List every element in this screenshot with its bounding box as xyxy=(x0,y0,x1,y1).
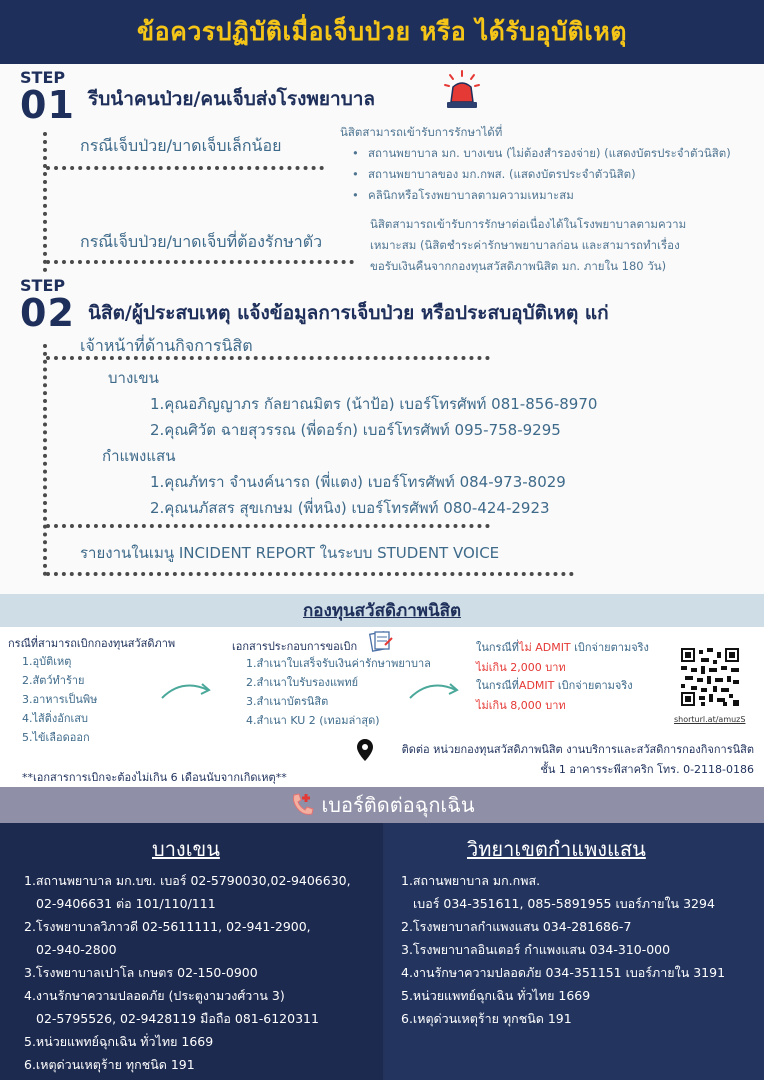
step2-number: 02 xyxy=(20,291,75,335)
emergency-right-list xyxy=(401,869,725,1030)
serious-note-line: ขอรับเงินคืนจากกองทุนสวัสดิภาพนิสิต มก. ภายใน 180 วัน) xyxy=(370,259,667,273)
emergency-left-title: บางเขน xyxy=(152,837,220,861)
step2-timeline xyxy=(43,344,47,576)
emergency-item: 02-9406631 ต่อ 101/110/111 xyxy=(36,896,216,911)
emergency-title-bar xyxy=(0,787,764,823)
no-admit-limit: ไม่เกิน 2,000 บาท xyxy=(476,661,566,674)
no-admit-key: ไม่ ADMIT xyxy=(518,641,571,654)
fund-title-bar xyxy=(0,594,764,627)
emergency-title: เบอร์ติดต่อฉุกเฉิน xyxy=(321,793,475,817)
contact-item: 2.คุณศิวัต ฉายสุวรรณ (พี่ดอร์ก) เบอร์โทรศัพท์ 095-758-9295 xyxy=(150,421,561,439)
step1-tag xyxy=(20,68,75,127)
case-minor: กรณีเจ็บป่วย/บาดเจ็บเล็กน้อย xyxy=(80,136,282,155)
no-admit-rule xyxy=(476,638,649,678)
fund-contact-line: ชั้น 1 อาคารระพีสาคริก โทร. 0-2118-0186 xyxy=(540,763,754,776)
step2-tag xyxy=(20,276,75,335)
admit-key: ADMIT xyxy=(518,679,555,692)
campus-kamphaengsaen: กำแพงแสน xyxy=(102,447,176,465)
contact-item: 1.คุณอภิญญาภร กัลยาณมิตร (น้าป้อ) เบอร์โทรศัพท์ 081-856-8970 xyxy=(150,395,598,413)
fund-case-item: 3.อาหารเป็นพิษ xyxy=(22,693,98,706)
fund-title: กองทุนสวัสดิภาพนิสิต xyxy=(303,601,461,621)
emergency-item: 4.งานรักษาความปลอดภัย 034-351151 เบอร์ภายใน 3191 xyxy=(401,965,726,980)
divider-dots xyxy=(46,260,354,264)
location-pin-icon xyxy=(356,738,374,762)
admit-pre: ในกรณีที่ xyxy=(476,679,519,692)
emergency-item: 2.โรงพยาบาลวิภาวดี 02-5611111, 02-941-2900, xyxy=(24,919,311,934)
fund-footnote: **เอกสารการเบิกจะต้องไม่เกิน 6 เดือนนับจากเกิดเหตุ** xyxy=(22,771,287,784)
page-title: ข้อควรปฏิบัติเมื่อเจ็บป่วย หรือ ได้รับอุบัติเหตุ xyxy=(136,17,628,46)
fund-doc-item: 3.สำเนาบัตรนิสิต xyxy=(246,695,329,708)
minor-item: • สถานพยาบาล มก. บางเขน (ไม่ต้องสำรองจ่าย) (แสดงบัตรประจำตัวนิสิต) xyxy=(368,143,760,164)
emergency-item: 5.หน่วยแพทย์ฉุกเฉิน ทั่วไทย 1669 xyxy=(24,1034,214,1049)
minor-note-title: นิสิตสามารถเข้ารับการรักษาได้ที่ xyxy=(340,125,503,139)
campus-bangkhen: บางเขน xyxy=(108,369,159,387)
siren-icon xyxy=(442,70,482,110)
qr-url[interactable]: shorturl.at/amuzS xyxy=(674,715,746,724)
contact-item: 1.คุณภัทรา จำนงค์นารถ (พี่แตง) เบอร์โทรศัพท์ 084-973-8029 xyxy=(150,473,566,491)
arrow-right-icon xyxy=(406,680,462,704)
step2-title: นิสิต/ผู้ประสบเหตุ แจ้งข้อมูลการเจ็บป่วย หรือประสบอุบัติเหตุ แก่ xyxy=(88,302,609,324)
fund-cases-list xyxy=(22,652,97,747)
fund-case-item: 5.ไข้เลือดออก xyxy=(22,731,90,744)
header-banner xyxy=(0,0,764,64)
admit-rule xyxy=(476,676,633,716)
step1-title: รีบนำคนป่วย/คนเจ็บส่งโรงพยาบาล xyxy=(88,88,376,110)
divider-dots xyxy=(46,524,490,528)
phone-icon xyxy=(289,791,317,819)
minor-item: • สถานพยาบาลของ มก.กพส. (แสดงบัตรประจำตัวนิสิต) xyxy=(368,164,760,185)
case-serious: กรณีเจ็บป่วย/บาดเจ็บที่ต้องรักษาตัว xyxy=(80,232,323,251)
fund-cases-title: กรณีที่สามารถเบิกกองทุนสวัสดิภาพ xyxy=(8,637,176,650)
emergency-item: 2.โรงพยาบาลกำแพงแสน 034-281686-7 xyxy=(401,919,632,934)
divider-dots xyxy=(46,572,574,576)
divider-dots xyxy=(46,356,490,360)
admit-limit: ไม่เกิน 8,000 บาท xyxy=(476,699,566,712)
fund-doc-item: 4.สำเนา KU 2 (เทอมล่าสุด) xyxy=(246,714,380,727)
serious-note-line: เหมาะสม (นิสิตชำระค่ารักษาพยาบาลก่อน และสามารถทำเรื่อง xyxy=(370,238,680,252)
fund-doc-item: 1.สำเนาใบเสร็จรับเงินค่ารักษาพยาบาล xyxy=(246,657,431,670)
emergency-col-kamphaengsaen xyxy=(385,823,764,1080)
emergency-item: 1.สถานพยาบาล มก.กพส. xyxy=(401,873,541,888)
minor-item: • คลินิกหรือโรงพยาบาลตามความเหมาะสม xyxy=(368,185,760,206)
emergency-item: 6.เหตุด่วนเหตุร้าย ทุกชนิด 191 xyxy=(401,1011,572,1026)
no-admit-pre: ในกรณีที่ xyxy=(476,641,519,654)
emergency-item: 1.สถานพยาบาล มก.บข. เบอร์ 02-5790030,02-9406630, xyxy=(24,873,351,888)
emergency-left-list xyxy=(24,869,351,1076)
admit-post: เบิกจ่ายตามจริง xyxy=(557,679,633,692)
emergency-item: 5.หน่วยแพทย์ฉุกเฉิน ทั่วไทย 1669 xyxy=(401,988,591,1003)
step2-subtitle: เจ้าหน้าที่ด้านกิจการนิสิต xyxy=(80,336,253,355)
emergency-right-title: วิทยาเขตกำแพงแสน xyxy=(467,837,646,861)
step1-timeline xyxy=(43,132,47,272)
fund-case-item: 2.สัตว์ทำร้าย xyxy=(22,674,85,687)
no-admit-post: เบิกจ่ายตามจริง xyxy=(574,641,649,654)
emergency-item: 02-5795526, 02-9428119 มือถือ 081-6120311 xyxy=(36,1011,319,1026)
emergency-col-bangkhen xyxy=(0,823,383,1080)
fund-case-item: 1.อุบัติเหตุ xyxy=(22,655,72,668)
emergency-item: 6.เหตุด่วนเหตุร้าย ทุกชนิด 191 xyxy=(24,1057,195,1072)
serious-note xyxy=(370,214,760,277)
emergency-item: เบอร์ 034-351611, 085-5891955 เบอร์ภายใน 3294 xyxy=(413,896,715,911)
fund-case-item: 4.ไส้ติ่งอักเสบ xyxy=(22,712,88,725)
emergency-item: 02-940-2800 xyxy=(36,942,117,957)
document-icon xyxy=(368,630,394,652)
emergency-item: 4.งานรักษาความปลอดภัย (ประตูงามวงศ์วาน 3) xyxy=(24,988,285,1003)
step1-number: 01 xyxy=(20,83,75,127)
divider-dots xyxy=(46,166,324,170)
arrow-right-icon xyxy=(158,680,214,704)
fund-docs-title: เอกสารประกอบการขอเบิก xyxy=(232,640,358,653)
fund-doc-item: 2.สำเนาใบรับรองแพทย์ xyxy=(246,676,359,689)
contact-item: 2.คุณนภัสสร สุขเกษม (พี่หนิง) เบอร์โทรศัพท์ 080-424-2923 xyxy=(150,499,550,517)
fund-contact-line: ติดต่อ หน่วยกองทุนสวัสดิภาพนิสิต งานบริการและสวัสดิการกองกิจการนิสิต xyxy=(401,743,754,756)
step2-label: STEP xyxy=(20,276,66,295)
minor-note xyxy=(340,122,760,206)
fund-contact xyxy=(382,740,754,780)
step1-label: STEP xyxy=(20,68,66,87)
emergency-item: 3.โรงพยาบาลเปาโล เกษตร 02-150-0900 xyxy=(24,965,258,980)
fund-docs-list xyxy=(246,654,431,730)
emergency-item: 3.โรงพยาบาลอินเตอร์ กำแพงแสน 034-310-000 xyxy=(401,942,671,957)
incident-report-text: รายงานในเมนู INCIDENT REPORT ในระบบ STUDENT VOICE xyxy=(80,544,500,562)
qr-code-icon[interactable] xyxy=(681,648,739,706)
serious-note-line: นิสิตสามารถเข้ารับการรักษาต่อเนื่องได้ในโรงพยาบาลตามความ xyxy=(370,217,687,231)
